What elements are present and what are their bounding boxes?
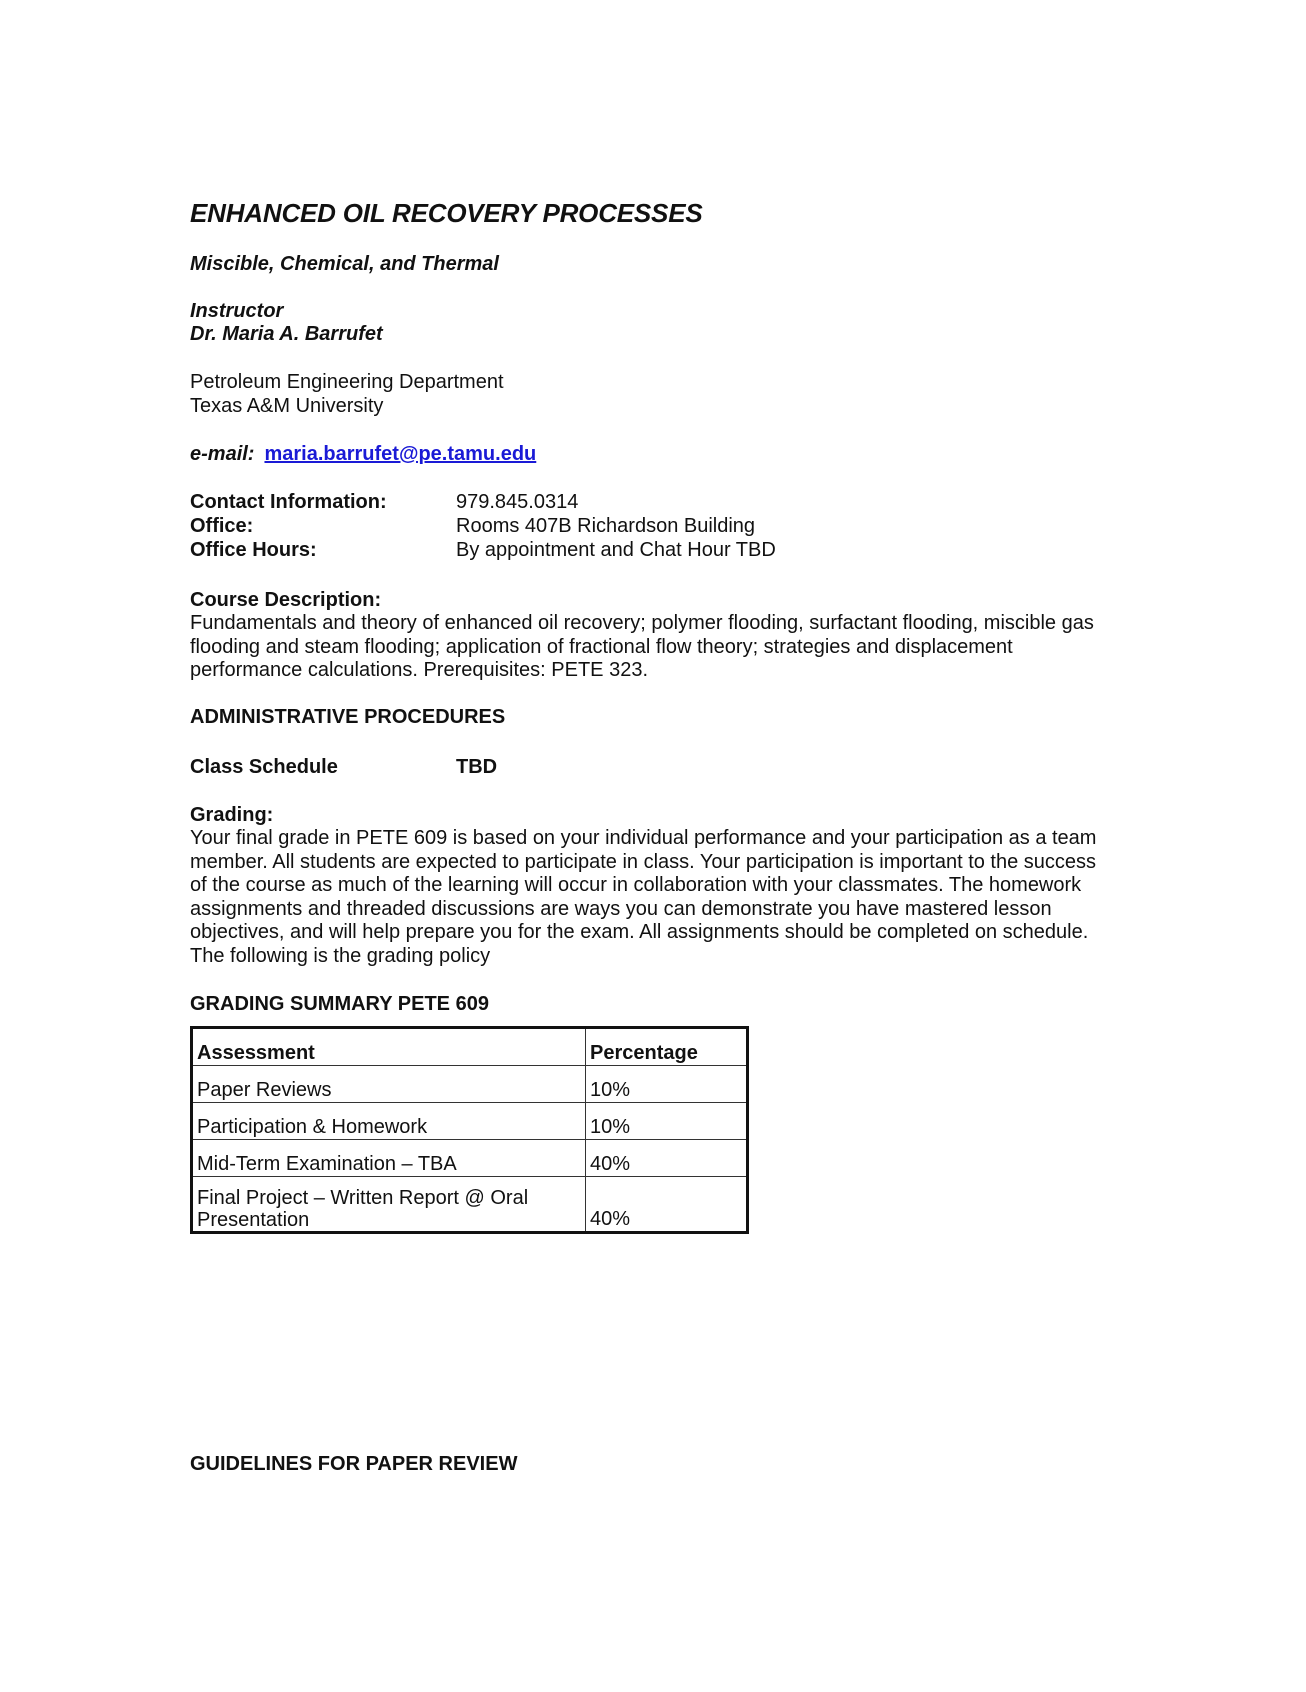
email-row <box>190 443 536 466</box>
university-line: Texas A&M University <box>190 395 384 417</box>
percentage-cell: 10% <box>586 1066 748 1103</box>
contact-value: 979.845.0314 <box>456 491 579 513</box>
assessment-cell: Paper Reviews <box>192 1066 586 1103</box>
office-value: Rooms 407B Richardson Building <box>456 515 756 537</box>
course-description-heading: Course Description: <box>190 589 382 611</box>
email-link[interactable]: maria.barrufet@pe.tamu.edu <box>264 443 537 465</box>
assessment-cell: Final Project – Written Report @ Oral Presentation <box>192 1177 586 1233</box>
percentage-cell: 40% <box>586 1177 748 1233</box>
grading-text: Your final grade in PETE 609 is based on your individual performance and your participation as a team member. All students are expected to participate in class. Your participation is important to the success of the course as much of the learning will occur in collaboration with your classmates. The homework assignments and threaded discussions are ways you can demonstrate you have mastered lesson objectives, and will help prepare you for the exam. All assignments should be completed on schedule. The following is the grading policy <box>190 827 1097 967</box>
admin-procedures-heading: ADMINISTRATIVE PROCEDURES <box>190 706 506 728</box>
office-hours-label: Office Hours: <box>190 539 317 561</box>
class-schedule-label: Class Schedule <box>190 756 338 778</box>
course-description-text: Fundamentals and theory of enhanced oil recovery; polymer flooding, surfactant flooding, miscible gas flooding and steam flooding; application of fractional flow theory; strategies and displacement performance calculations. Prerequisites: PETE 323. <box>190 612 1094 681</box>
guidelines-heading: GUIDELINES FOR PAPER REVIEW <box>190 1453 518 1475</box>
percentage-cell: 10% <box>586 1103 748 1140</box>
document-subtitle: Miscible, Chemical, and Thermal <box>190 253 499 275</box>
email-label: e-mail: <box>190 443 255 465</box>
office-label: Office: <box>190 515 254 537</box>
column-header-assessment: Assessment <box>192 1028 586 1066</box>
instructor-name: Dr. Maria A. Barrufet <box>190 323 383 345</box>
table-header-row <box>192 1028 748 1066</box>
class-schedule-value: TBD <box>456 756 498 778</box>
grading-heading: Grading: <box>190 804 274 826</box>
table-row <box>192 1066 748 1103</box>
column-header-percentage: Percentage <box>586 1028 748 1066</box>
table-row <box>192 1140 748 1177</box>
table-row <box>192 1103 748 1140</box>
instructor-label: Instructor <box>190 300 284 322</box>
grading-summary-table <box>190 1026 749 1234</box>
grading-summary-heading: GRADING SUMMARY PETE 609 <box>190 993 489 1015</box>
assessment-cell: Participation & Homework <box>192 1103 586 1140</box>
assessment-cell: Mid-Term Examination – TBA <box>192 1140 586 1177</box>
table-row <box>192 1177 748 1233</box>
office-hours-value: By appointment and Chat Hour TBD <box>456 539 776 561</box>
department-line: Petroleum Engineering Department <box>190 371 504 393</box>
document-title: ENHANCED OIL RECOVERY PROCESSES <box>190 198 703 228</box>
contact-label: Contact Information: <box>190 491 387 513</box>
percentage-cell: 40% <box>586 1140 748 1177</box>
